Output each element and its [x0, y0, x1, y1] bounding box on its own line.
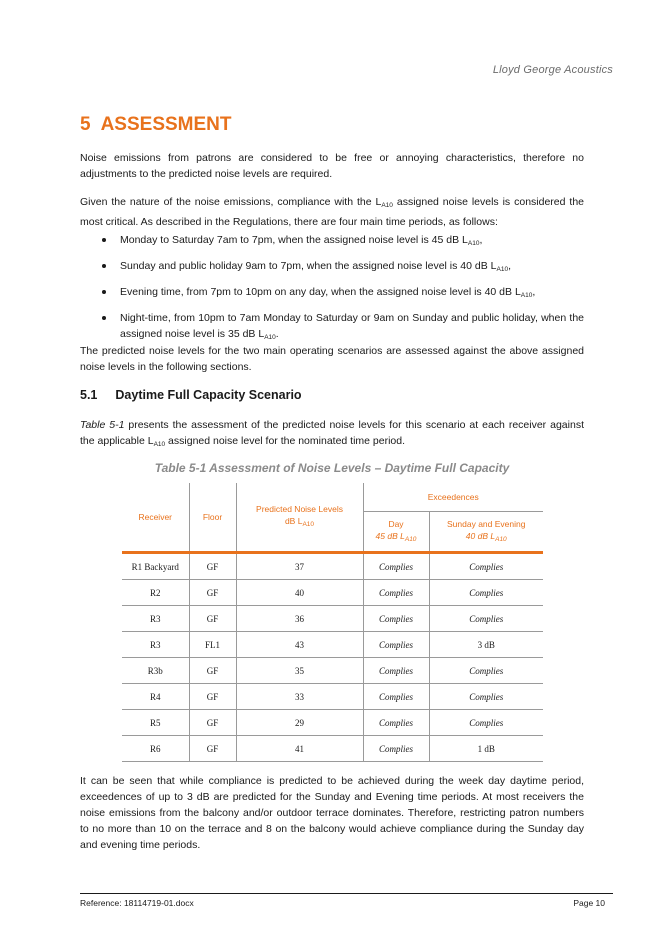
- table-row: [122, 710, 543, 736]
- paragraph-table-intro: Table 5-1 presents the assessment of the predicted noise levels for this scenario at each receiver against the applicable $L_{A10}$ assigned noise level for the nominated time period.: [80, 419, 584, 448]
- cell-predicted-level: 36: [236, 606, 363, 632]
- section-heading: [80, 114, 232, 136]
- subsection-number: 5.1: [80, 388, 98, 402]
- cell-receiver: R2: [122, 580, 189, 606]
- section-number: 5: [80, 114, 91, 135]
- cell-day-exceedence: Complies: [363, 632, 429, 658]
- cell-predicted-level: 29: [236, 710, 363, 736]
- cell-predicted-level: 33: [236, 684, 363, 710]
- cell-floor: GF: [189, 658, 236, 684]
- assessment-table: [122, 483, 543, 762]
- cell-predicted-level: 37: [236, 553, 363, 580]
- cell-floor: GF: [189, 553, 236, 580]
- cell-day-exceedence: Complies: [363, 658, 429, 684]
- cell-floor: GF: [189, 684, 236, 710]
- cell-sunday-exceedence: Complies: [429, 606, 543, 632]
- cell-predicted-level: 35: [236, 658, 363, 684]
- time-period-item: Monday to Saturday 7am to 7pm, when the assigned noise level is 45 dB $L_{A10}$,: [80, 232, 584, 252]
- header-sunday-evening: Sunday and Evening 40 dB $L_{A10}$: [429, 512, 543, 553]
- cell-floor: GF: [189, 736, 236, 762]
- footer-divider: [80, 893, 613, 894]
- section-title-text: ASSESSMENT: [100, 114, 232, 135]
- cell-sunday-exceedence: 3 dB: [429, 632, 543, 658]
- cell-predicted-level: 41: [236, 736, 363, 762]
- table-row: [122, 580, 543, 606]
- cell-floor: GF: [189, 580, 236, 606]
- cell-floor: GF: [189, 606, 236, 632]
- table-caption: Table 5-1 Assessment of Noise Levels – Daytime Full Capacity: [154, 461, 510, 475]
- cell-predicted-level: 43: [236, 632, 363, 658]
- table-row: [122, 736, 543, 762]
- header-receiver: Receiver: [122, 483, 189, 553]
- header-predicted-level: Predicted Noise Levels dB $L_{A10}$: [236, 483, 363, 553]
- paragraph-compliance-intro: Given the nature of the noise emissions, compliance with the $L_{A10}$ assigned noise levels is considered the most critical. As described in the Regulations, there are four main time periods, as follows:: [80, 196, 585, 228]
- company-brand: Lloyd George Acoustics: [492, 64, 613, 76]
- table-row: [122, 684, 543, 710]
- table-row: [122, 658, 543, 684]
- cell-day-exceedence: Complies: [363, 606, 429, 632]
- paragraph-conclusion: It can be seen that while compliance is predicted to be achieved during the week day daytime period, exceedences of up to 3 dB are predicted for the Sunday and Evening time periods. At most receivers the noise emissions from the balcony and/or outdoor terrace dominates. Therefore, restricting patron numbers to no more than 10 on the terrace and 8 on the balcony would achieve compliance during the Sunday day and evening time periods.: [80, 775, 584, 851]
- footer-reference: Reference: 18114719-01.docx: [80, 898, 194, 908]
- time-periods-list: [80, 232, 584, 352]
- cell-predicted-level: 40: [236, 580, 363, 606]
- cell-sunday-exceedence: 1 dB: [429, 736, 543, 762]
- table-reference-link: Table 5-1: [80, 419, 125, 431]
- cell-receiver: R3b: [122, 658, 189, 684]
- subsection-title-text: Daytime Full Capacity Scenario: [115, 388, 302, 402]
- cell-day-exceedence: Complies: [363, 580, 429, 606]
- paragraph-scenarios: The predicted noise levels for the two main operating scenarios are assessed against the above assigned noise levels in the following sections.: [80, 345, 584, 373]
- cell-day-exceedence: Complies: [363, 684, 429, 710]
- cell-day-exceedence: Complies: [363, 736, 429, 762]
- header-exceedences: Exceedences: [363, 483, 543, 512]
- header-day: Day 45 dB $L_{A10}$: [363, 512, 429, 553]
- cell-day-exceedence: Complies: [363, 710, 429, 736]
- cell-receiver: R6: [122, 736, 189, 762]
- table-row: [122, 632, 543, 658]
- cell-receiver: R3: [122, 606, 189, 632]
- cell-sunday-exceedence: Complies: [429, 710, 543, 736]
- page-number: Page 10: [573, 898, 605, 908]
- time-period-item: Evening time, from 7pm to 10pm on any day, when the assigned noise level is 40 dB $L_{A10}$,: [80, 284, 584, 304]
- time-period-item: Night-time, from 10pm to 7am Monday to Saturday or 9am on Sunday and public holiday, when the assigned noise level is 35 dB $L_{A10}$.: [80, 310, 584, 346]
- time-period-item: Sunday and public holiday 9am to 7pm, when the assigned noise level is 40 dB $L_{A10}$,: [80, 258, 584, 278]
- table-row: [122, 606, 543, 632]
- cell-sunday-exceedence: Complies: [429, 580, 543, 606]
- cell-receiver: R4: [122, 684, 189, 710]
- cell-floor: GF: [189, 710, 236, 736]
- cell-receiver: R5: [122, 710, 189, 736]
- paragraph-patron-characteristics: Noise emissions from patrons are considered to be free or annoying characteristics, therefore no adjustments to the predicted noise levels are required.: [80, 152, 584, 180]
- cell-floor: FL1: [189, 632, 236, 658]
- cell-receiver: R1 Backyard: [122, 553, 189, 580]
- cell-day-exceedence: Complies: [363, 553, 429, 580]
- cell-sunday-exceedence: Complies: [429, 658, 543, 684]
- header-floor: Floor: [189, 483, 236, 553]
- subsection-heading: [80, 388, 302, 402]
- cell-sunday-exceedence: Complies: [429, 553, 543, 580]
- cell-receiver: R3: [122, 632, 189, 658]
- table-row: [122, 553, 543, 580]
- cell-sunday-exceedence: Complies: [429, 684, 543, 710]
